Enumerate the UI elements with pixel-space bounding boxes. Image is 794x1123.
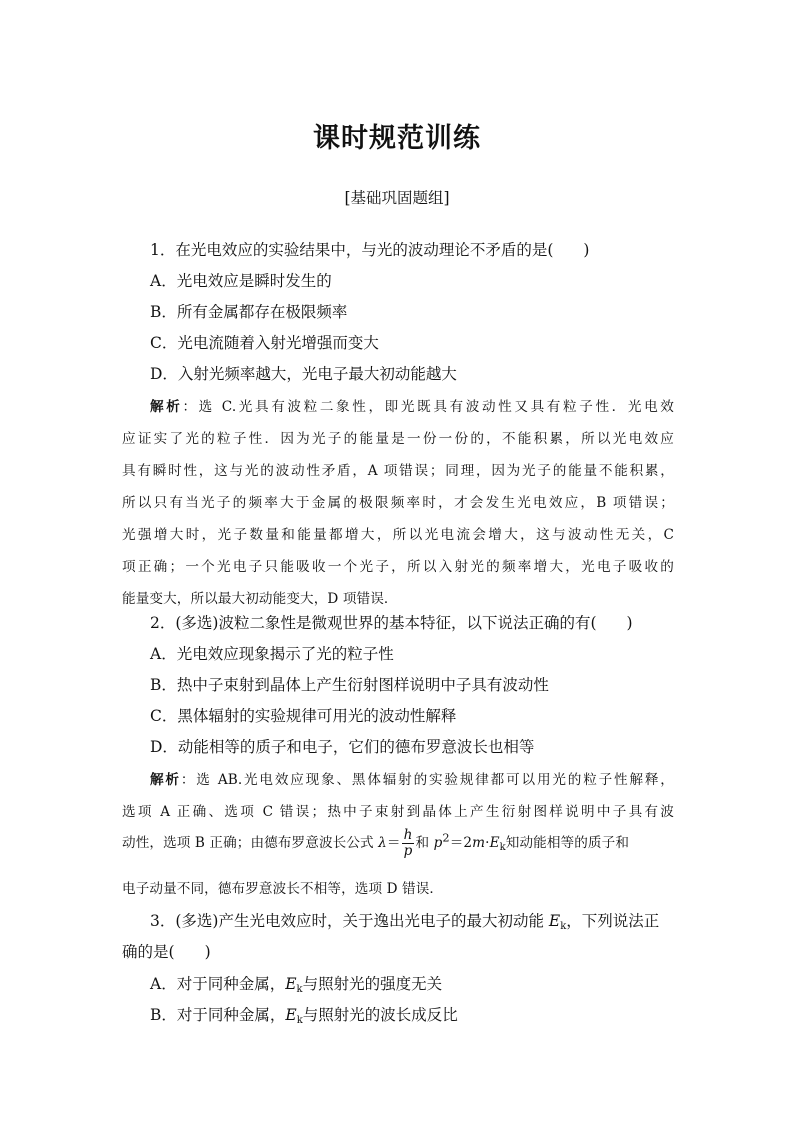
question-1-stem [150, 238, 690, 260]
question-1-option-d: D．入射光频率越大，光电子最大初动能越大 [150, 365, 457, 383]
question-2-option-d: D．动能相等的质子和电子，它们的德布罗意波长也相等 [150, 738, 535, 756]
question-2-option-c: C．黑体辐射的实验规律可用光的波动性解释 [150, 707, 457, 725]
question-2-answer-line: 电子动量不同，德布罗意波长不相等，选项 D 错误． [122, 881, 444, 897]
question-1-answer-line: 光强增大时，光子数量和能量都增大，所以光电流会增大，这与波动性无关，C [122, 527, 674, 543]
question-3-stem-continued: 确的是( ) [122, 943, 211, 961]
question-3-stem: 3．(多选)产生光电效应时，关于逸出光电子的最大初动能 $E_k$，下列说法正 [150, 912, 660, 932]
question-3-close-paren: ) [204, 943, 211, 961]
question-1-text: 1．在光电效应的实验结果中，与光的波动理论不矛盾的是( [150, 241, 554, 259]
section-heading: [基础巩固题组] [344, 189, 450, 207]
question-1-answer-line: 应证实了光的粒子性．因为光子的能量是一份一份的，不能积累，所以光电效应 [122, 431, 674, 447]
question-2-answer-line: 解析：选 AB.光电效应现象、黑体辐射的实验规律都可以用光的粒子性解释， [150, 772, 674, 788]
question-1-option-b: B．所有金属都存在极限频率 [150, 303, 348, 321]
page-title: 课时规范训练 [313, 123, 481, 154]
question-2-answer-line: 选项 A 正确、选项 C 错误；热中子束射到晶体上产生衍射图样说明中子具有波 [122, 804, 674, 820]
question-2-stem [150, 611, 690, 633]
answer-label: 解析 [150, 399, 183, 415]
lambda-symbol: λ [378, 835, 387, 851]
answer-label: 解析 [150, 772, 181, 788]
question-2-option-a: A．光电效应现象揭示了光的粒子性 [150, 645, 394, 663]
question-3-option-a: A．对于同种金属，$E_k$与照射光的强度无关 [150, 975, 443, 995]
question-1-answer-line: 能量变大，所以最大初动能变大，D 项错误． [122, 591, 398, 607]
question-2-option-b: B．热中子束射到晶体上产生衍射图样说明中子具有波动性 [150, 676, 549, 694]
question-1-close-paren: ) [583, 241, 590, 259]
question-1-answer-line: 项正确；一个光电子只能吸收一个光子，所以入射光的频率增大，光电子吸收的 [122, 559, 674, 575]
question-1-option-c: C．光电流随着入射光增强而变大 [150, 334, 379, 352]
h-over-p-fraction: $\frac{h}{p}$ [403, 827, 413, 859]
question-2-answer-formula-line: 动性，选项 B 正确；由德布罗意波长公式 λ＝ $\frac{h}{p}$ 和 $p^2=2m\cdot E_k$知动能相等的质子和 [122, 827, 630, 859]
question-1-answer-line: 具有瞬时性，这与光的波动性矛盾，A 项错误；同理，因为光子的能量不能积累， [122, 463, 674, 479]
question-1-answer-line: 所以只有当光子的频率大于金属的极限频率时，才会发生光电效应，B 项错误； [122, 495, 674, 511]
question-2-text: 2．(多选)波粒二象性是微观世界的基本特征，以下说法正确的有( [150, 614, 597, 632]
question-1-answer-line: 解析：选 C.光具有波粒二象性，即光既具有波动性又具有粒子性．光电效 [150, 399, 674, 415]
question-3-option-b: B．对于同种金属，$E_k$与照射光的波长成反比 [150, 1006, 458, 1026]
question-1-option-a: A．光电效应是瞬时发生的 [150, 272, 332, 290]
question-2-close-paren: ) [626, 614, 633, 632]
